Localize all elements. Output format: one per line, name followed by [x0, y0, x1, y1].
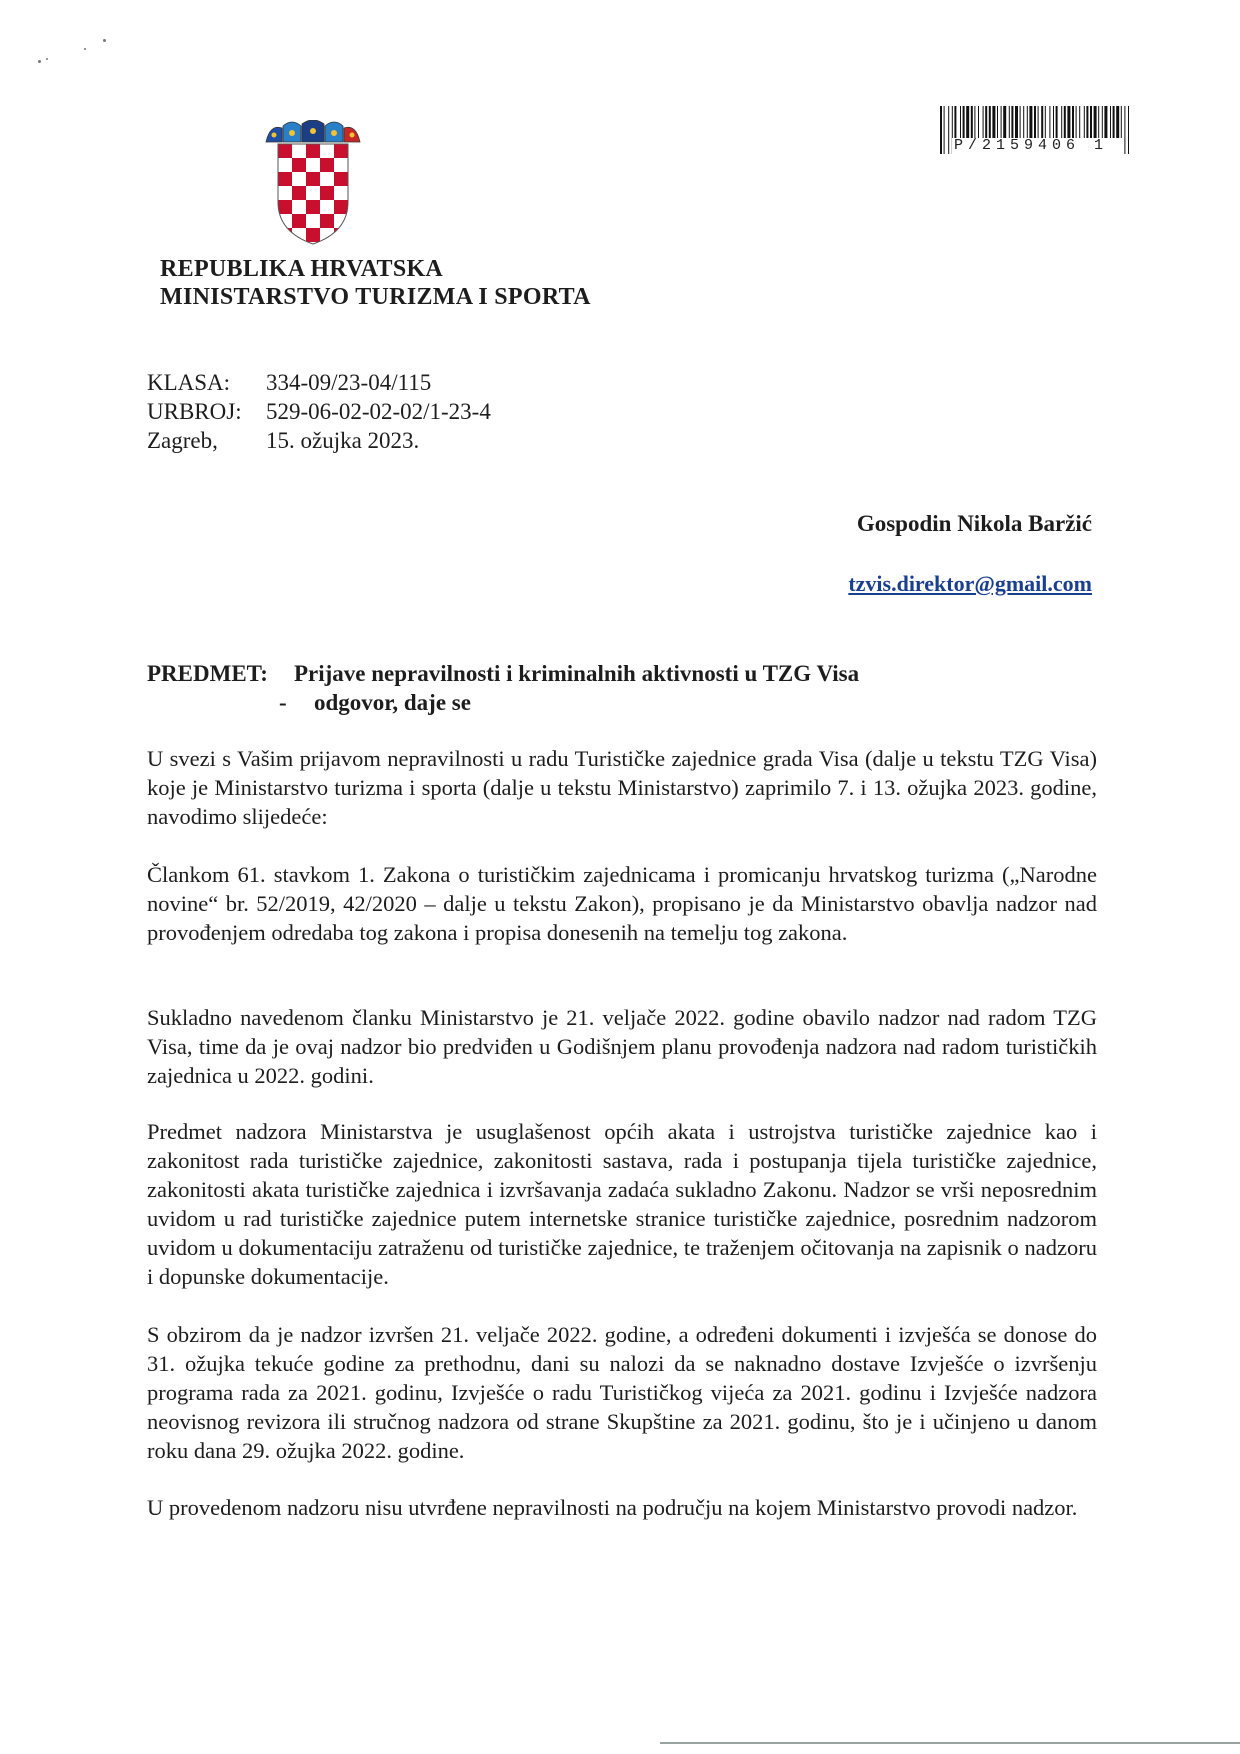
croatian-coat-of-arms-icon [262, 120, 364, 246]
body-paragraph: Predmet nadzora Ministarstva je usuglašenost općih akata i ustrojstva turističke zajednice kao i zakonitost rada turističke zajednice, zakonitosti sastava, rada i postupanja tijela turističke zajednice, zakonitosti akata turističke zajednica i izvršavanja zadaća sukladno Zakonu. Nadzor se vrši neposrednim uvidom u rad turističke zajednice putem internetske stranice turističke zajednice, posrednim nadzorom uvidom u dokumentaciju zatraženu od turističke zajednice, te traženjem očitovanja na zapisnik o nadzoru i dopunske dokumentacije. [147, 1119, 1097, 1289]
subject-subtext: odgovor, daje se [314, 690, 471, 715]
place-label: Zagreb, [147, 428, 218, 453]
recipient-email-link[interactable]: tzvis.direktor@gmail.com [848, 571, 1092, 596]
date-value: 15. ožujka 2023. [266, 428, 420, 453]
coat-crown [266, 120, 360, 142]
urbroj-label: URBROJ: [147, 399, 242, 424]
body-paragraph: S obzirom da je nadzor izvršen 21. veljače 2022. godine, a određeni dokumenti i izvješća se donose do 31. ožujka tekuće godine za prethodnu, dani su nalozi da se naknadno dostave Izvješće o izvršenju programa rada za 2021. godinu, Izvješće o radu Turističkog vijeća za 2021. godinu i Izvješće nadzora neovisnog revizora ili stručnog nadzora od strane Skupštine za 2021. godinu, što je i učinjeno u danom roku dana 29. ožujka 2022. godine. [147, 1322, 1097, 1463]
header-ministry: MINISTARSTVO TURIZMA I SPORTA [160, 284, 591, 310]
barcode-number: P/2159406 1 [952, 138, 1124, 154]
scan-speck [46, 58, 48, 60]
subject-text: Prijave nepravilnosti i kriminalnih aktivnosti u TZG Visa [294, 661, 860, 686]
subject-label: PREDMET: [147, 661, 268, 686]
scan-edge-line [660, 1742, 1240, 1744]
scan-speck [84, 48, 86, 50]
body-paragraph: U svezi s Vašim prijavom nepravilnosti u radu Turističke zajednice grada Visa (dalje u tekstu TZG Visa) koje je Ministarstvo turizma i sporta (dalje u tekstu Ministarstvo) zaprimilo 7. i 13. ožujka 2023. godine, navodimo slijedeće: [147, 746, 1097, 829]
subject-dash: - [279, 690, 287, 715]
body-paragraph: Člankom 61. stavkom 1. Zakona o turističkim zajednicama i promicanju hrvatskog turizma („Narodne novine“ br. 52/2019, 42/2020 – dalje u tekstu Zakon), propisano je da Ministarstvo obavlja nadzor nad provođenjem odredaba tog zakona i propisa donesenih na temelju tog zakona. [147, 862, 1097, 945]
body-paragraph: U provedenom nadzoru nisu utvrđene nepravilnosti na području na kojem Ministarstvo provodi nadzor. [147, 1495, 1078, 1520]
urbroj-value: 529-06-02-02-02/1-23-4 [266, 399, 491, 424]
recipient-name: Gospodin Nikola Baržić [856, 511, 1092, 536]
header-republic: REPUBLIKA HRVATSKA [160, 256, 444, 282]
scan-speck [103, 39, 106, 42]
klasa-value: 334-09/23-04/115 [266, 370, 432, 395]
klasa-label: KLASA: [147, 370, 231, 395]
scan-speck [38, 60, 41, 63]
body-paragraph: Sukladno navedenom članku Ministarstvo je 21. veljače 2022. godine obavilo nadzor nad radom TZG Visa, time da je ovaj nadzor bio predviđen u Godišnjem planu provođenja nadzora nad radom turističkih zajednica u 2022. godini. [147, 1005, 1097, 1088]
